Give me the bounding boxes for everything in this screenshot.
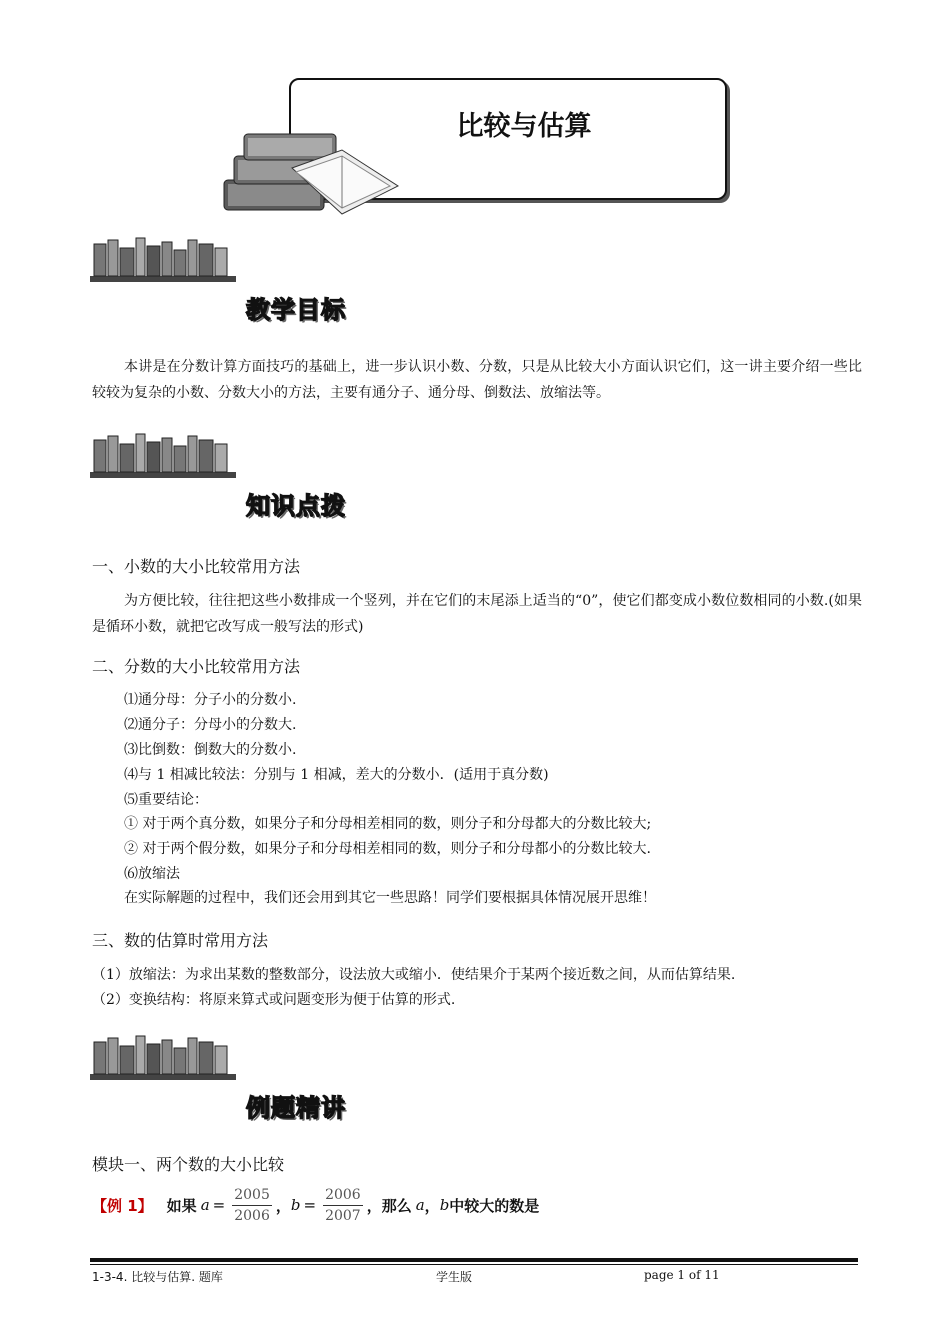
fraction-a bbox=[232, 1187, 272, 1224]
page-title: 比较与估算 bbox=[456, 111, 592, 142]
list-item: ⑶比倒数：倒数大的分数小. bbox=[124, 742, 297, 758]
footer-rule-thin bbox=[90, 1264, 858, 1265]
part1-heading: 一、小数的大小比较常用方法 bbox=[92, 557, 301, 576]
example-tail-pre: ，那么 bbox=[366, 1196, 412, 1215]
list-item: ⑸重要结论： bbox=[124, 792, 208, 808]
module1-heading: 模块一、两个数的大小比较 bbox=[92, 1155, 285, 1174]
footer-center: 学生版 bbox=[436, 1270, 473, 1284]
footer-left: 1-3-4. 比较与估算. 题库 bbox=[92, 1270, 223, 1284]
list-item: （1）放缩法：为求出某数的整数部分，设法放大或缩小．使结果介于某两个接近数之间，从而估算结果. bbox=[92, 967, 736, 983]
fraction-a-numerator: 2005 bbox=[234, 1186, 270, 1203]
books-illustration bbox=[222, 128, 402, 218]
example-lead: 如果 bbox=[166, 1196, 197, 1215]
section-heading-examples: 例题精讲 bbox=[246, 1094, 346, 1122]
list-item: ⑴通分母：分子小的分数小. bbox=[124, 692, 297, 708]
bookshelf-icon bbox=[90, 432, 236, 480]
part3-heading: 三、数的估算时常用方法 bbox=[92, 931, 269, 950]
comma: ， bbox=[275, 1196, 291, 1215]
bookshelf-icon bbox=[90, 1034, 236, 1082]
list-item: ⑵通分子：分母小的分数大. bbox=[124, 717, 297, 733]
example-1 bbox=[92, 1182, 539, 1228]
tail-var-b: b bbox=[439, 1196, 450, 1214]
tail-var-a: a bbox=[415, 1196, 425, 1214]
fraction-b bbox=[323, 1187, 363, 1224]
section-heading-goals: 教学目标 bbox=[246, 296, 346, 324]
list-item: ⑷与 1 相减比较法：分别与 1 相减，差大的分数小．(适用于真分数) bbox=[124, 767, 549, 783]
bookshelf-icon bbox=[90, 236, 236, 284]
example-tag: 【例 1】 bbox=[92, 1196, 153, 1215]
fraction-b-numerator: 2006 bbox=[325, 1186, 361, 1203]
list-item: ① 对于两个真分数，如果分子和分母相差相同的数，则分子和分母都大的分数比较大; bbox=[124, 816, 652, 832]
footer-page-number: page 1 of 11 bbox=[644, 1268, 720, 1282]
equals-sign: = bbox=[303, 1196, 317, 1214]
fraction-a-denominator: 2006 bbox=[232, 1205, 272, 1224]
list-item: ② 对于两个假分数，如果分子和分母相差相同的数，则分子和分母都小的分数比较大. bbox=[124, 841, 651, 857]
part2-heading: 二、分数的大小比较常用方法 bbox=[92, 657, 301, 676]
intro-paragraph: 本讲是在分数计算方面技巧的基础上，进一步认识小数、分数，只是从比较大小方面认识它们，这一讲主要介绍一些比较较为复杂的小数、分数大小的方法，主要有通分子、通分母、倒数法、放缩法等。 bbox=[92, 359, 862, 401]
part1-text: 为方便比较，往往把这些小数排成一个竖列，并在它们的末尾添上适当的“0”，使它们都变成小数位数相同的小数.(如果是循环小数，就把它改写成一般写法的形式) bbox=[92, 593, 862, 635]
var-b: b bbox=[290, 1196, 301, 1214]
list-item: （2）变换结构：将原来算式或问题变形为便于估算的形式. bbox=[92, 992, 456, 1008]
list-item: ⑹放缩法 bbox=[124, 866, 180, 882]
tail-sep: ， bbox=[424, 1196, 440, 1215]
footer-rule bbox=[90, 1258, 858, 1262]
example-tail-post: 中较大的数是 bbox=[449, 1196, 540, 1215]
section-heading-knowledge: 知识点拨 bbox=[246, 492, 346, 520]
equals-sign: = bbox=[212, 1196, 226, 1214]
fraction-b-denominator: 2007 bbox=[323, 1205, 363, 1224]
var-a: a bbox=[200, 1196, 210, 1214]
list-item: 在实际解题的过程中，我们还会用到其它一些思路！同学们要根据具体情况展开思维！ bbox=[124, 890, 656, 906]
